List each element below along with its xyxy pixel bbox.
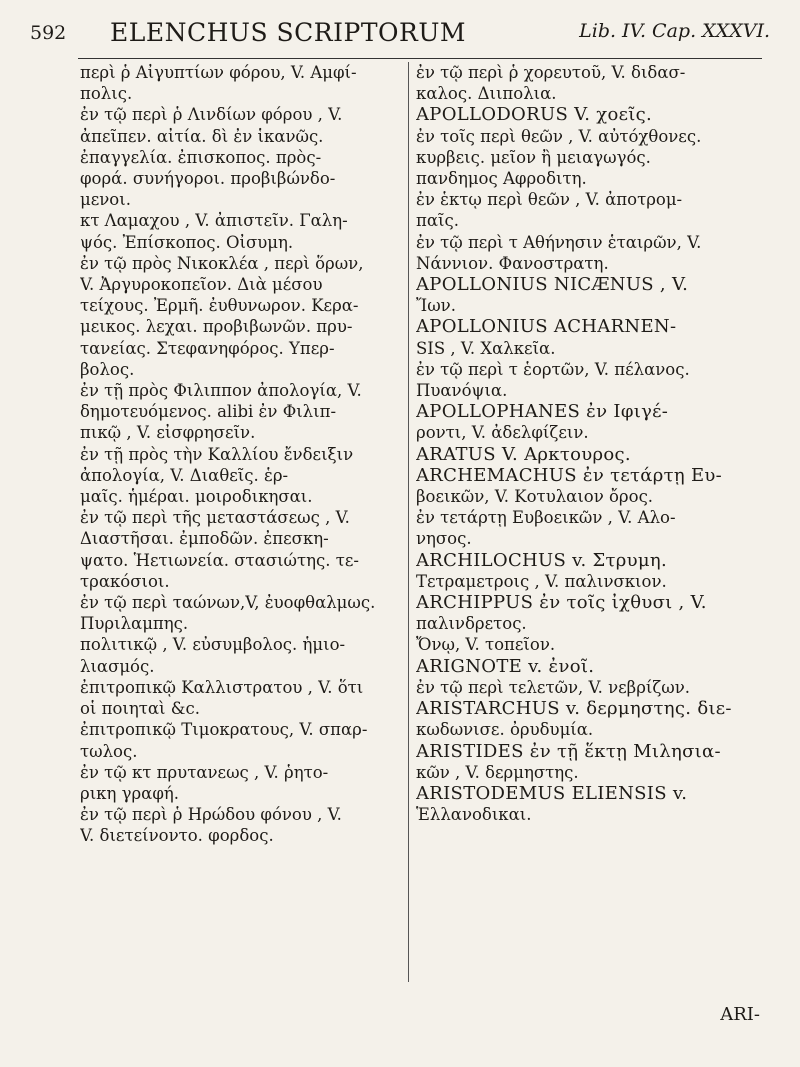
- text-line: ARCHIPPUS ἐν τοῖς ἰχθυσι , V.: [416, 592, 707, 614]
- text-line: κωδωνισε. ὀρυδυμία.: [416, 720, 594, 740]
- running-title: ELENCHUS SCRIPTORUM: [110, 18, 466, 47]
- text-line: ἐν τῷ περὶ τῆς μεταστάσεως , V.: [80, 508, 350, 528]
- text-line: τανείας. Στεφανηφόρος. Υπερ-: [80, 338, 335, 358]
- header-rule: [78, 58, 762, 59]
- column-divider: [408, 62, 409, 982]
- text-line: ροντι, V. ἀδελφίζειν.: [416, 423, 589, 443]
- text-line: βολος.: [80, 359, 135, 379]
- text-line: κυρβεις. μεῖον ἢ μειαγωγός.: [416, 147, 651, 167]
- text-line: ἐν τῷ περὶ ῥ χορευτοῦ, V. διδασ-: [416, 63, 686, 82]
- text-line: καλος. Διιπολια.: [416, 84, 557, 104]
- text-line: APOLLONIUS ACHARNEN-: [416, 316, 677, 338]
- text-line: μεικος. λεχαι. προβιβωνῶν. πρυ-: [80, 317, 353, 337]
- text-line: κῶν , V. δερμηστης.: [416, 762, 579, 782]
- text-line: Νάννιον. Φανοστρατη.: [416, 253, 609, 273]
- text-line: ARIGNOTE v. ἐνοῖ.: [416, 655, 595, 677]
- text-line: ἀπολογία, V. Διαθεῖς. ἑρ-: [80, 465, 289, 485]
- text-line: ἐν τῷ κτ πρυτανεως , V. ῥητο-: [80, 762, 329, 782]
- running-header: [30, 14, 770, 50]
- text-line: Ὄνῳ, V. τοπεῖον.: [416, 635, 556, 655]
- text-line: ἐν τῷ πρὸς Νικοκλέα , περὶ ὅρων,: [80, 253, 364, 273]
- text-line: ἐν τῷ περὶ ῥ Ηρώδου φόνου , V.: [80, 805, 342, 825]
- text-line: ἐν τῷ περὶ ταώνων,V, ἐυοφθαλμως.: [80, 593, 376, 613]
- text-line: Ἑλλανοδικαι.: [416, 805, 532, 825]
- text-line: νησος.: [416, 529, 472, 549]
- text-line: APOLLONIUS NICÆNUS , V.: [416, 274, 689, 296]
- left-column: [80, 62, 400, 847]
- text-line: Διαστῆσαι. ἐμποδῶν. ἐπεσκη-: [80, 529, 329, 549]
- text-line: πανδημος Αφροδιτη.: [416, 169, 587, 189]
- text-line: ἐν τῷ περὶ τ Αθήνησιν ἑταιρῶν, V.: [416, 232, 702, 252]
- text-line: λιασμός.: [80, 656, 155, 676]
- text-line: Πυριλαμπης.: [80, 614, 189, 634]
- text-line: παλινδρετος.: [416, 614, 527, 634]
- text-line: APOLLOPHANES ἐν Ιφιγέ-: [416, 401, 669, 423]
- text-line: τωλος.: [80, 741, 138, 761]
- text-line: βοεικῶν, V. Κοτυλαιον ὄρος.: [416, 487, 654, 507]
- text-line: τείχους. Ἐρμῆ. ἐυθυνωρον. Κερα-: [80, 296, 359, 316]
- text-line: ARCHEMACHUS ἐν τετάρτῃ Ευ-: [416, 464, 723, 486]
- text-line: ἐν τῷ περὶ τ ἑορτῶν, V. πέλανος.: [416, 359, 690, 379]
- text-line: μαῖς. ἡμέραι. μοιροδικησαι.: [80, 487, 313, 507]
- text-line: ἐπιτροπικῷ Τιμοκρατους, V. σπαρ-: [80, 720, 368, 740]
- text-line: V. Ἀργυροκοπεῖον. Διὰ μέσου: [80, 275, 323, 295]
- text-line: ἐν τῇ πρὸς Φιλιππον ἀπολογία, V.: [80, 381, 362, 401]
- chapter-reference: Lib. IV. Cap. XXXVI.: [579, 20, 770, 42]
- text-line: πολιτικῷ , V. εὐσυμβολος. ἡμιο-: [80, 635, 346, 655]
- text-line: κτ Λαμαχου , V. ἀπιστεῖν. Γαλη-: [80, 211, 348, 231]
- text-line: Ἴων.: [416, 296, 456, 316]
- text-line: V. διετείνοντο. φορδος.: [80, 826, 274, 846]
- text-line: πικῷ , V. εἰσφρησεῖν.: [80, 423, 256, 443]
- text-line: παῖς.: [416, 211, 459, 231]
- text-line: ARISTIDES ἐν τῇ ἕκτῃ Μιλησια-: [416, 740, 721, 762]
- text-line: ἀπεῖπεν. αἰτία. δὶ ἐν ἱκανῶς.: [80, 126, 324, 146]
- text-line: ἐν τῇ πρὸς τὴν Καλλίου ἔνδειξιν: [80, 444, 354, 464]
- text-line: Πυανόψια.: [416, 381, 508, 401]
- text-line: ARISTARCHUS v. δερμηστης. διε-: [416, 698, 732, 720]
- text-line: περὶ ῥ Αἰγυπτίων φόρου, V. Αμφί-: [80, 63, 357, 82]
- text-line: ARATUS V. Αρκτουρος.: [416, 443, 631, 465]
- text-line: δημοτευόμενος. alibi ἐν Φιλιπ-: [80, 402, 337, 422]
- text-line: Τετραμετροις , V. παλινσκιον.: [416, 571, 667, 591]
- text-line: APOLLODORUS V. χοεῖς.: [416, 104, 653, 126]
- text-line: οἱ ποιηταὶ &c.: [80, 699, 200, 719]
- text-line: ἐν ἑκτῳ περὶ θεῶν , V. ἀποτρομ-: [416, 190, 683, 210]
- text-line: ψός. Ἐπίσκοπος. Οἰσυμη.: [80, 232, 294, 252]
- text-line: ψατο. Ἡετιωνεία. στασιώτης. τε-: [80, 550, 360, 570]
- text-line: ἐν τῷ περὶ τελετῶν, V. νεβρίζων.: [416, 677, 691, 697]
- text-line: ἐν τετάρτῃ Ευβοεικῶν , V. Αλο-: [416, 508, 676, 528]
- right-column: [416, 62, 766, 825]
- text-line: SIS , V. Χαλκεῖα.: [416, 338, 556, 358]
- text-line: ARISTODEMUS ELIENSIS v.: [416, 782, 688, 804]
- text-line: ρικη γραφή.: [80, 783, 179, 803]
- text-line: ἐπιτροπικῷ Καλλιστρατου , V. ὅτι: [80, 677, 364, 697]
- page-number: 592: [30, 22, 67, 44]
- text-line: ARCHILOCHUS v. Στρυμη.: [416, 549, 668, 571]
- text-line: πολις.: [80, 84, 133, 104]
- text-line: ἐπαγγελία. ἐπισκοπος. πρὸς-: [80, 147, 322, 167]
- text-line: ἐν τοῖς περὶ θεῶν , V. αὐτόχθονες.: [416, 126, 702, 146]
- catchword: ARI-: [720, 1004, 760, 1025]
- text-line: ἐν τῷ περὶ ῥ Λινδίων φόρου , V.: [80, 105, 343, 125]
- text-line: μενοι.: [80, 190, 131, 210]
- text-line: τρακόσιοι.: [80, 571, 170, 591]
- text-line: φορά. συνήγοροι. προβιβώνδο-: [80, 169, 336, 189]
